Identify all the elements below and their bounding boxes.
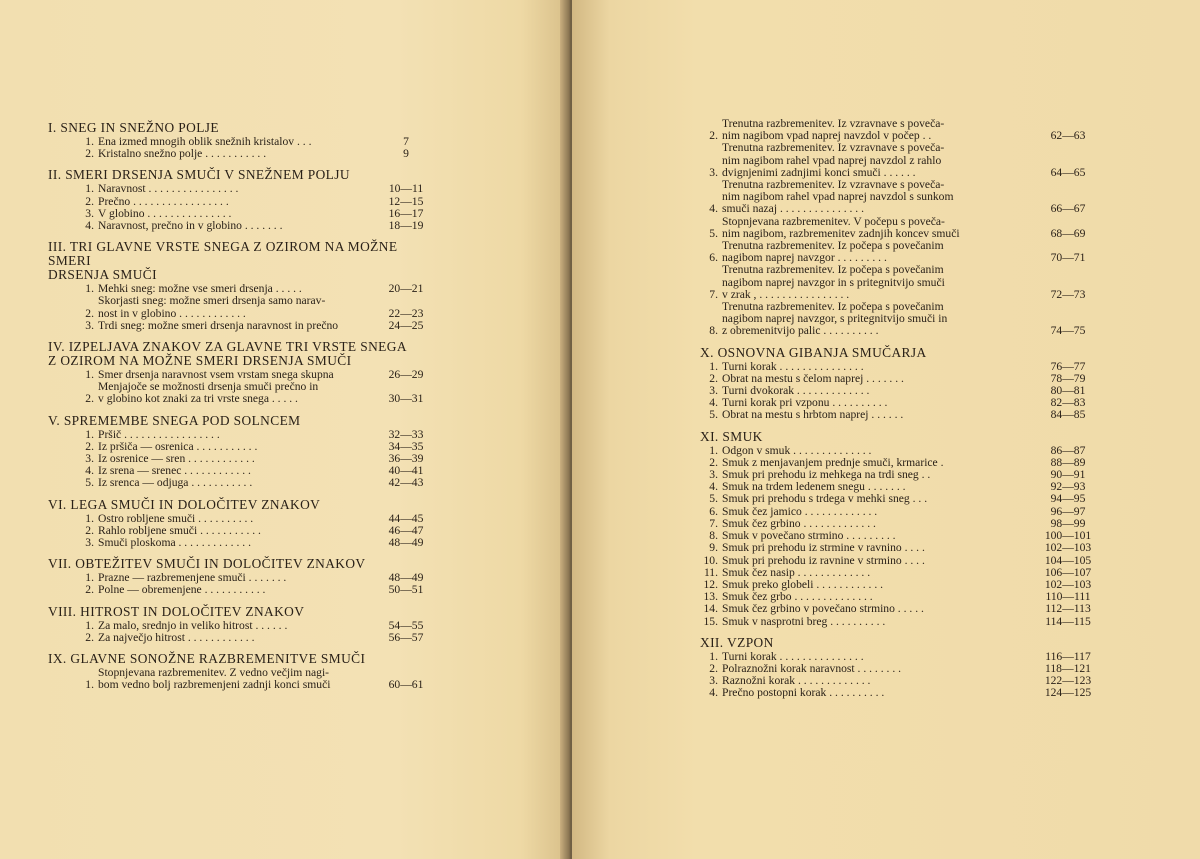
entry-number: 1. xyxy=(709,443,718,457)
toc-entry xyxy=(700,675,1095,687)
entry-pages: 78—79 xyxy=(1050,371,1086,385)
entry-text: Naravnost, prečno in v globino . . . . . . . xyxy=(98,220,283,233)
entry-number: 3. xyxy=(709,674,718,688)
entry-text: Prazne — razbremenjene smuči . . . . . . . xyxy=(98,572,287,585)
entry-pages: 60—61 xyxy=(388,678,424,692)
entry-text: Rahlo robljene smuči . . . . . . . . . . . xyxy=(98,524,261,537)
toc-entry xyxy=(700,567,1095,579)
entry-number: 2. xyxy=(709,661,718,675)
entry-pages: 16—17 xyxy=(388,206,424,220)
toc-chapter xyxy=(700,636,1095,700)
entry-number: 4. xyxy=(85,464,94,478)
entry-text: Mehki sneg: možne vse smeri drsenja . . . . . xyxy=(98,283,302,296)
entry-number: 2. xyxy=(85,630,94,644)
entry-number: 5. xyxy=(85,476,94,490)
entry-text: Polraznožni korak naravnost . . . . . . . . xyxy=(722,662,902,675)
entry-text: Stopnjevana razbremenitev. V počepu s poveča- nim nagibom, razbremenitev zadnjih koncev smuči xyxy=(722,215,960,240)
entry-number: 4. xyxy=(709,396,718,410)
entry-text: Smuk čez nasip . . . . . . . . . . . . . xyxy=(722,566,871,579)
entry-text: Za malo, srednjo in veliko hitrost . . . . . . xyxy=(98,619,288,632)
entry-number: 1. xyxy=(85,282,94,296)
entry-pages: 72—73 xyxy=(1050,287,1086,301)
toc-entry xyxy=(700,651,1095,663)
entry-number: 2. xyxy=(85,194,94,208)
entry-text: Prečno postopni korak . . . . . . . . . . xyxy=(722,687,885,700)
toc-entry xyxy=(700,518,1095,530)
toc-entry xyxy=(700,603,1095,615)
entry-pages: 92—93 xyxy=(1050,480,1086,494)
entry-number: 3. xyxy=(709,165,718,179)
entry-text: Smuk preko globeli . . . . . . . . . . . . xyxy=(722,578,884,591)
toc-chapter xyxy=(48,414,433,490)
entry-text: Smuk pri prehodu s trdega v mehki sneg . . . xyxy=(722,493,928,506)
entry-number: 4. xyxy=(709,202,718,216)
entry-text: Iz srena — srenec . . . . . . . . . . . . xyxy=(98,465,251,478)
entry-number: 3. xyxy=(85,536,94,550)
entry-number: 1. xyxy=(85,618,94,632)
entry-number: 7. xyxy=(709,516,718,530)
toc-entry xyxy=(700,616,1095,628)
chapter-title: V. SPREMEMBE SNEGA POD SOLNCEM xyxy=(48,412,301,428)
chapter-title: II. SMERI DRSENJA SMUČI V SNEŽNEM POLJU xyxy=(48,167,350,183)
entry-number: 3. xyxy=(85,206,94,220)
chapter-title: XII. VZPON xyxy=(700,634,774,650)
entry-number: 1. xyxy=(85,511,94,525)
entry-pages: 22—23 xyxy=(388,306,424,320)
entry-number: 2. xyxy=(709,371,718,385)
toc-entry xyxy=(700,481,1095,493)
entry-pages: 34—35 xyxy=(388,439,424,453)
entry-pages: 56—57 xyxy=(388,630,424,644)
entry-number: 5. xyxy=(709,492,718,506)
entry-text: Trenutna razbremenitev. Iz počepa s povečanim nagibom naprej navzgor . . . . . . . . . xyxy=(722,240,944,265)
entry-pages: 88—89 xyxy=(1050,455,1086,469)
entry-number: 5. xyxy=(709,226,718,240)
entry-text: Turni dvokorak . . . . . . . . . . . . . xyxy=(722,385,870,398)
entry-pages: 104—105 xyxy=(1044,553,1092,567)
entry-number: 3. xyxy=(85,452,94,466)
entry-pages: 86—87 xyxy=(1050,443,1086,457)
toc-entry xyxy=(700,264,1095,301)
entry-number: 2. xyxy=(85,392,94,406)
entry-text: Iz srenca — odjuga . . . . . . . . . . . xyxy=(98,477,253,490)
entry-text: Kristalno snežno polje . . . . . . . . . . . xyxy=(98,148,267,161)
entry-number: 2. xyxy=(709,129,718,143)
toc-entry xyxy=(700,118,1095,142)
entry-pages: 118—121 xyxy=(1045,661,1091,675)
entry-number: 5. xyxy=(709,408,718,422)
chapter-title: VIII. HITROST IN DOLOČITEV ZNAKOV xyxy=(48,603,305,619)
toc-chapter xyxy=(48,652,433,691)
entry-pages: 82—83 xyxy=(1050,396,1086,410)
entry-text: Trenutna razbremenitev. Iz vzravnave s povečа- nim nagibom vpad naprej navzdol v počep . . xyxy=(722,118,945,143)
toc-entry xyxy=(76,295,433,319)
entry-text: Prečno . . . . . . . . . . . . . . . . . xyxy=(98,195,229,208)
entry-pages: 18—19 xyxy=(388,219,424,233)
entry-number: 3. xyxy=(85,318,94,332)
toc-entry xyxy=(700,301,1095,338)
entry-pages: 62—63 xyxy=(1050,129,1086,143)
entry-number: 1. xyxy=(85,427,94,441)
toc-entry xyxy=(76,369,433,381)
toc-entry xyxy=(76,453,433,465)
entry-pages: 100—101 xyxy=(1044,529,1092,543)
toc-entry xyxy=(700,373,1095,385)
entry-number: 2. xyxy=(709,455,718,469)
entry-text: Smuk z menjavanjem prednje smuči, krmarice . xyxy=(722,456,944,469)
entry-pages: 102—103 xyxy=(1044,541,1092,555)
toc-entry xyxy=(76,283,433,295)
entry-pages: 10—11 xyxy=(388,182,424,196)
entry-text: Iz pršiča — osrenica . . . . . . . . . . . xyxy=(98,440,258,453)
toc-entry xyxy=(76,220,433,232)
toc-entry xyxy=(700,506,1095,518)
entry-text: Smuk čez grbo . . . . . . . . . . . . . . xyxy=(722,591,873,604)
toc-entry xyxy=(76,477,433,489)
entry-pages: 110—111 xyxy=(1045,590,1091,604)
entry-number: 1. xyxy=(85,571,94,585)
entry-number: 12. xyxy=(703,577,718,591)
entry-number: 3. xyxy=(709,468,718,482)
entry-pages: 122—123 xyxy=(1044,674,1092,688)
entry-number: 2. xyxy=(85,306,94,320)
entry-pages: 48—49 xyxy=(388,571,424,585)
entry-pages: 76—77 xyxy=(1050,359,1086,373)
entry-text: Turni korak pri vzponu . . . . . . . . . . xyxy=(722,397,888,410)
entry-pages: 116—117 xyxy=(1045,649,1091,663)
toc-entry xyxy=(700,591,1095,603)
entry-number: 8. xyxy=(709,324,718,338)
entry-number: 1. xyxy=(709,649,718,663)
toc-chapter xyxy=(700,430,1095,628)
entry-text: Polne — obremenjene . . . . . . . . . . . xyxy=(98,584,266,597)
entry-text: Smuči ploskoma . . . . . . . . . . . . . xyxy=(98,537,251,550)
toc-entry xyxy=(700,216,1095,240)
entry-text: Smer drsenja naravnost vsem vrstam snega skupna xyxy=(98,369,334,382)
entry-pages: 48—49 xyxy=(388,536,424,550)
entry-number: 10. xyxy=(703,553,718,567)
entry-text: Smuk pri prehodu iz mehkega na trdi sneg . . xyxy=(722,469,931,482)
toc-entry xyxy=(700,663,1095,675)
toc-entry xyxy=(76,196,433,208)
chapter-title: III. TRI GLAVNE VRSTE SNEGA Z OZIROM NA MOŽNE SMERI DRSENJA SMUČI xyxy=(48,239,398,283)
toc-entry xyxy=(700,542,1095,554)
entry-text: Obrat na mestu s čelom naprej . . . . . . . xyxy=(722,372,904,385)
entry-text: Odgon v smuk . . . . . . . . . . . . . . xyxy=(722,444,872,457)
entry-pages: 30—31 xyxy=(388,392,424,406)
entry-number: 1. xyxy=(85,182,94,196)
toc-entry xyxy=(76,183,433,195)
toc-entry xyxy=(76,572,433,584)
toc-entry xyxy=(76,525,433,537)
entry-number: 11. xyxy=(703,565,718,579)
entry-text: Obrat na mestu s hrbtom naprej . . . . . . xyxy=(722,409,904,422)
entry-text: Smuk pri prehodu iz ravnine v strmino . . . . xyxy=(722,554,925,567)
entry-pages: 94—95 xyxy=(1050,492,1086,506)
entry-pages: 112—113 xyxy=(1045,602,1091,616)
entry-pages: 26—29 xyxy=(388,368,424,382)
entry-pages: 12—15 xyxy=(388,194,424,208)
entry-text: Pršič . . . . . . . . . . . . . . . . . xyxy=(98,428,220,441)
toc-entry xyxy=(76,441,433,453)
entry-number: 1. xyxy=(85,135,94,148)
toc-entry xyxy=(700,397,1095,409)
entry-text: Naravnost . . . . . . . . . . . . . . . . xyxy=(98,183,239,196)
entry-text: Trdi sneg: možne smeri drsenja naravnost in prečno xyxy=(98,319,339,332)
entry-number: 6. xyxy=(709,251,718,265)
entry-pages: 40—41 xyxy=(388,464,424,478)
entry-pages: 74—75 xyxy=(1050,324,1086,338)
entry-pages: 46—47 xyxy=(388,523,424,537)
toc-chapter xyxy=(48,340,433,406)
entry-number: 1. xyxy=(85,368,94,382)
entry-pages: 80—81 xyxy=(1050,384,1086,398)
left-toc xyxy=(48,121,433,699)
entry-pages: 90—91 xyxy=(1050,468,1086,482)
entry-pages: 64—65 xyxy=(1050,165,1086,179)
entry-number: 13. xyxy=(703,590,718,604)
toc-entry xyxy=(76,584,433,596)
entry-text: Iz osrenice — sren . . . . . . . . . . . . xyxy=(98,453,255,466)
entry-number: 4. xyxy=(709,480,718,494)
entry-text: Trenutna razbremenitev. Iz vzravnave s poveča- nim nagibom rahel vpad naprej navzdol z rahlo dvignjenimi zadnjimi konci smuči . . . . . . xyxy=(722,142,945,179)
right-toc xyxy=(700,118,1095,708)
toc-entry xyxy=(700,385,1095,397)
toc-entry xyxy=(76,148,433,160)
entry-text: Ostro robljene smuči . . . . . . . . . . xyxy=(98,512,254,525)
entry-number: 1. xyxy=(709,359,718,373)
toc-chapter xyxy=(700,118,1095,338)
toc-entry xyxy=(700,445,1095,457)
entry-pages: 20—21 xyxy=(388,282,424,296)
chapter-title: X. OSNOVNA GIBANJA SMUČARJA xyxy=(700,344,927,360)
toc-entry xyxy=(700,687,1095,699)
toc-chapter xyxy=(48,240,433,332)
entry-number: 14. xyxy=(703,602,718,616)
entry-number: 4. xyxy=(709,686,718,700)
entry-pages: 98—99 xyxy=(1050,516,1086,530)
entry-pages: 44—45 xyxy=(388,511,424,525)
toc-chapter xyxy=(48,168,433,232)
entry-text: Turni korak . . . . . . . . . . . . . . . xyxy=(722,650,864,663)
toc-entry xyxy=(700,240,1095,264)
left-page xyxy=(0,0,566,859)
toc-entry xyxy=(76,620,433,632)
entry-pages: 102—103 xyxy=(1044,577,1092,591)
toc-entry xyxy=(700,409,1095,421)
entry-pages: 68—69 xyxy=(1050,226,1086,240)
entry-text: Turni korak . . . . . . . . . . . . . . . xyxy=(722,360,864,373)
toc-entry xyxy=(76,381,433,405)
entry-number: 2. xyxy=(85,147,94,161)
entry-number: 1. xyxy=(85,678,94,692)
toc-chapter xyxy=(700,346,1095,422)
entry-pages: 114—115 xyxy=(1045,614,1091,628)
toc-entry xyxy=(700,469,1095,481)
entry-text: Menjajoče se možnosti drsenja smuči prečno in v globino kot znaki za tri vrste snega . . . . . xyxy=(98,381,319,406)
toc-chapter xyxy=(48,498,433,550)
entry-text: Smuk na trdem ledenem snegu . . . . . . . xyxy=(722,481,906,494)
entry-text: Trenutna razbremenitev. Iz počepa s povečanim nagibom naprej navzgor, s pritegnitvijo smuči in z obremenitvijo palic . . . . . . . . . . xyxy=(722,301,948,338)
entry-number: 6. xyxy=(709,504,718,518)
toc-entry xyxy=(76,208,433,220)
chapter-title: VII. OBTEŽITEV SMUČI IN DOLOČITEV ZNAKOV xyxy=(48,556,366,572)
entry-pages: 70—71 xyxy=(1050,251,1086,265)
entry-pages: 84—85 xyxy=(1050,408,1086,422)
entry-text: Trenutna razbremenitev. Iz počepa s povečanim nagibom naprej navzgor in s pritegnitvijo smuči v zrak , . . . . . . . . . . . . . . . . xyxy=(722,264,945,301)
entry-number: 2. xyxy=(85,583,94,597)
entry-text: Za največjo hitrost . . . . . . . . . . . . xyxy=(98,631,255,644)
entry-number: 2. xyxy=(85,439,94,453)
chapter-title: IV. IZPELJAVA ZNAKOV ZA GLAVNE TRI VRSTE SNEGA Z OZIROM NA MOŽNE SMERI DRSENJA SMUČI xyxy=(48,339,407,369)
entry-text: Smuk pri prehodu iz strmine v ravnino . . . . xyxy=(722,542,925,555)
entry-number: 3. xyxy=(709,384,718,398)
chapter-title: XI. SMUK xyxy=(700,428,763,444)
entry-text: Smuk v nasprotni breg . . . . . . . . . . xyxy=(722,615,886,628)
toc-entry xyxy=(700,493,1095,505)
toc-entry xyxy=(700,142,1095,179)
toc-entry xyxy=(76,465,433,477)
toc-entry xyxy=(76,136,433,148)
entry-pages: 32—33 xyxy=(388,427,424,441)
entry-number: 2. xyxy=(85,523,94,537)
entry-number: 8. xyxy=(709,529,718,543)
chapter-title: I. SNEG IN SNEŽNO POLJE xyxy=(48,120,219,135)
entry-number: 4. xyxy=(85,219,94,233)
entry-text: Smuk čez grbino v povečano strmino . . . . . xyxy=(722,603,924,616)
chapter-title: VI. LEGA SMUČI IN DOLOČITEV ZNAKOV xyxy=(48,496,321,512)
toc-entry xyxy=(76,537,433,549)
entry-number: 9. xyxy=(709,541,718,555)
toc-entry xyxy=(700,579,1095,591)
entry-pages: 42—43 xyxy=(388,476,424,490)
entry-pages: 124—125 xyxy=(1044,686,1092,700)
entry-pages: 7 xyxy=(403,135,409,148)
entry-text: Ena izmed mnogih oblik snežnih kristalov . . . xyxy=(98,136,312,148)
entry-pages: 36—39 xyxy=(388,452,424,466)
toc-entry xyxy=(76,429,433,441)
toc-entry xyxy=(700,555,1095,567)
toc-entry xyxy=(76,513,433,525)
entry-pages: 50—51 xyxy=(388,583,424,597)
entry-pages: 24—25 xyxy=(388,318,424,332)
toc-chapter xyxy=(48,605,433,644)
entry-text: Smuk čez grbino . . . . . . . . . . . . . xyxy=(722,517,876,530)
entry-text: Raznožni korak . . . . . . . . . . . . . xyxy=(722,675,871,688)
toc-entry xyxy=(76,667,433,691)
entry-number: 7. xyxy=(709,287,718,301)
toc-entry xyxy=(700,530,1095,542)
entry-text: V globino . . . . . . . . . . . . . . . xyxy=(98,207,232,220)
toc-chapter xyxy=(48,121,433,160)
entry-pages: 54—55 xyxy=(388,618,424,632)
entry-text: Smuk v povečano strmino . . . . . . . . . xyxy=(722,530,896,543)
toc-entry xyxy=(700,361,1095,373)
entry-text: Smuk čez jamico . . . . . . . . . . . . . xyxy=(722,505,878,518)
toc-entry xyxy=(76,320,433,332)
entry-pages: 96—97 xyxy=(1050,504,1086,518)
entry-pages: 66—67 xyxy=(1050,202,1086,216)
toc-entry xyxy=(76,632,433,644)
toc-entry xyxy=(700,457,1095,469)
chapter-title: IX. GLAVNE SONOŽNE RAZBREMENITVE SMUČI xyxy=(48,651,366,667)
entry-text: Skorjasti sneg: možne smeri drsenja samo narav- nost in v globino . . . . . . . . . . . . xyxy=(98,295,326,320)
entry-number: 15. xyxy=(703,614,718,628)
entry-pages: 9 xyxy=(403,147,409,161)
entry-pages: 106—107 xyxy=(1044,565,1092,579)
toc-entry xyxy=(700,179,1095,216)
toc-chapter xyxy=(48,557,433,596)
entry-text: Stopnjevana razbremenitev. Z vedno večjim nagi- bom vedno bolj razbremenjeni zadnji konci smuči xyxy=(98,667,331,692)
entry-text: Trenutna razbremenitev. Iz vzravnave s poveča- nim nagibom rahel vpad naprej navzdol s sunkom smuči nazaj . . . . . . . . . . . . . . . xyxy=(722,179,954,216)
